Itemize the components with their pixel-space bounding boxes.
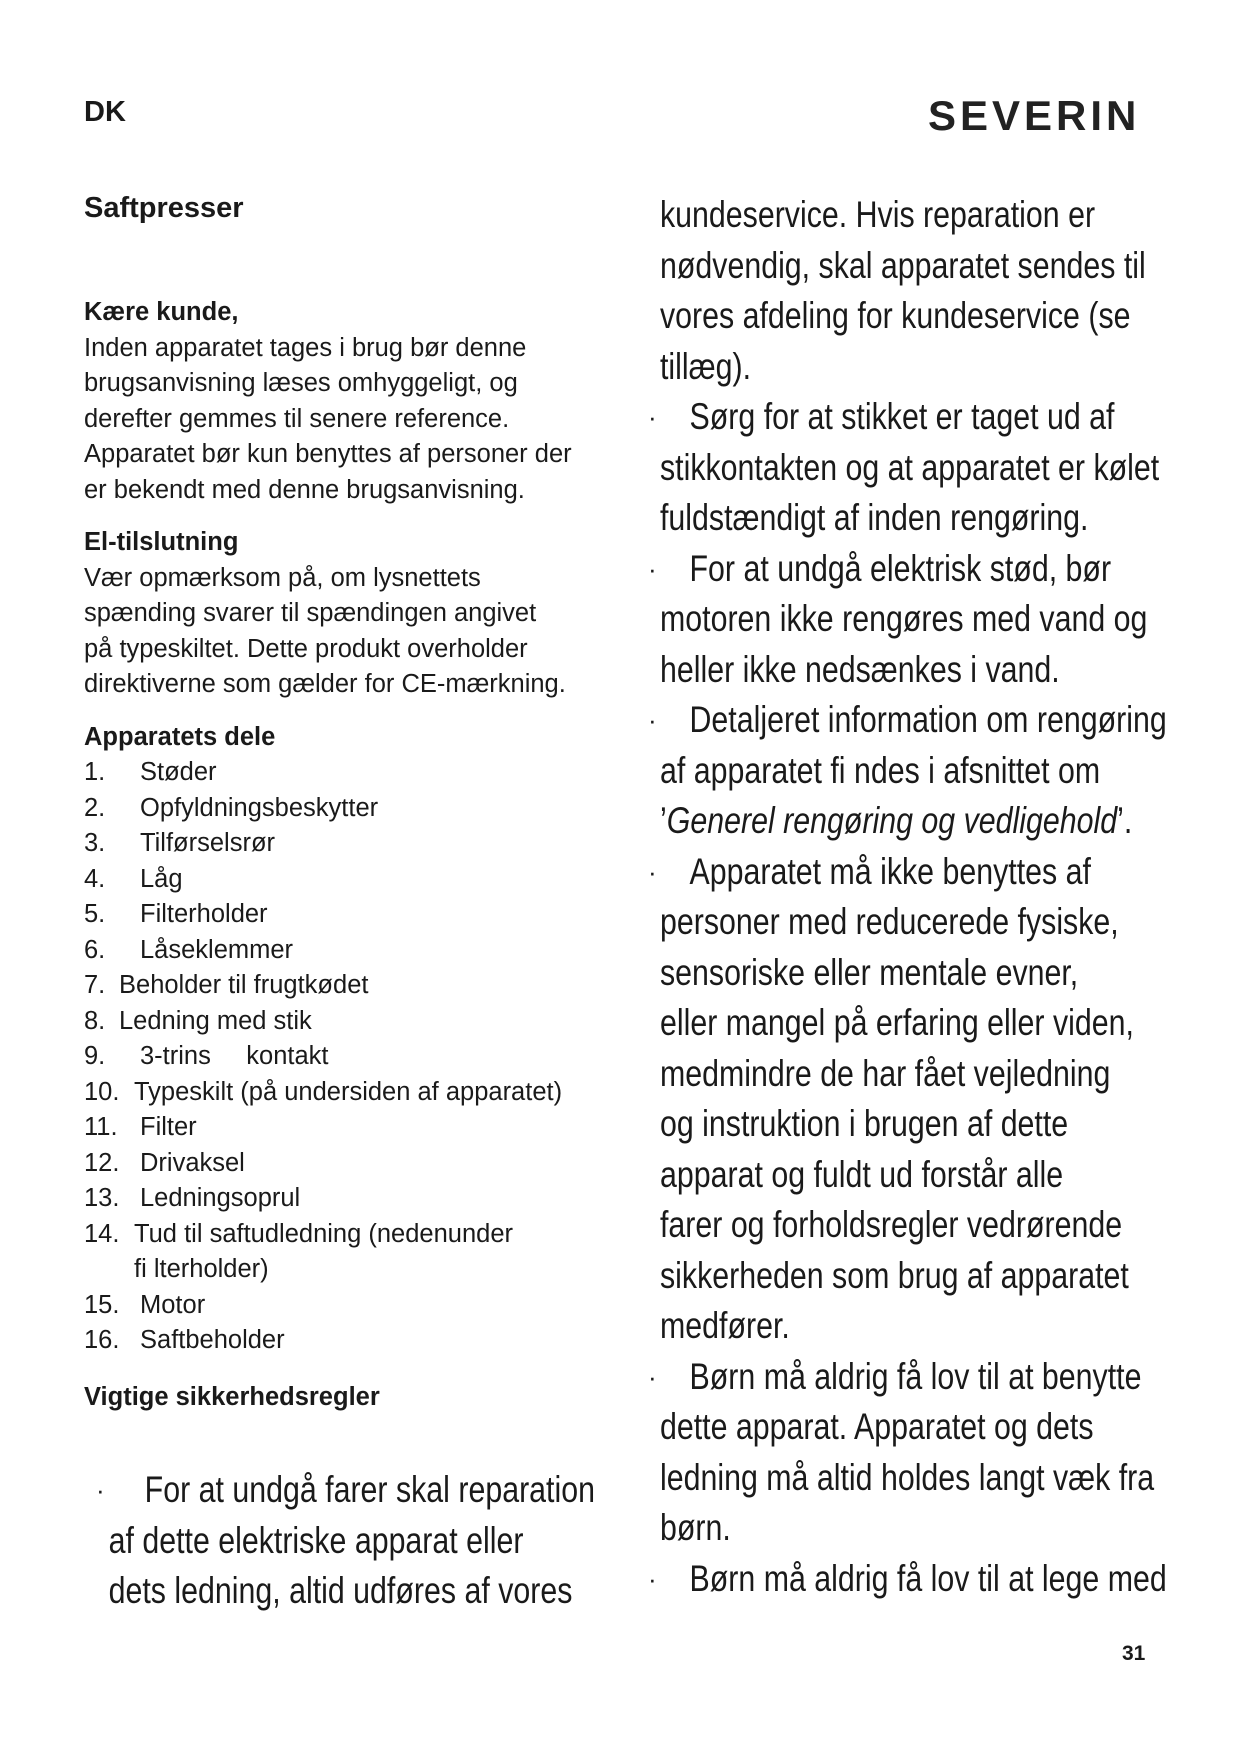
parts-heading: Apparatets dele: [84, 722, 276, 751]
intro-text: Inden apparatet tages i brug bør denne brugsanvisning læses omhyggeligt, og derefter gemmes til senere reference. Apparatet bør kun benyttes af personer der er bekendt med denne brugsanvisning.: [84, 333, 572, 504]
bullet-text: Børn må aldrig få lov til at benytte dette apparat. Apparatet og dets ledning må altid holdes langt væk fra børn.: [660, 1355, 1155, 1548]
brand-logo: SEVERIN: [928, 92, 1141, 139]
list-item: 10. Typeskilt (på undersiden af apparatet): [84, 1077, 563, 1106]
list-item: 5. Filterholder: [84, 900, 268, 928]
bullet-icon: ·: [648, 402, 657, 432]
list-item: 9. 3-trins kontakt: [84, 1042, 329, 1070]
bullet-icon: ·: [648, 1361, 657, 1392]
bullet-icon: ·: [96, 1475, 105, 1505]
bullet-text: Apparatet må ikke benyttes af personer med reducerede fysiske, sensoriske eller mentale evner, eller mangel på erfaring eller viden, medmindre de har fået vejledning og instruktion i brugen af dette apparat og fuldt ud forstår alle farer og forholdsregler vedrørende sikkerheden som brug af apparatet medfører.: [660, 850, 1134, 1346]
electrical-text: Vær opmærksom på, om lysnettets spænding svarer til spændingen angivet på typeskiltet. Dette produkt overholder direktiverne som gælder for CE-mærkning.: [84, 563, 566, 698]
section-reference: Generel rengøring og vedligehold: [666, 800, 1118, 841]
list-item: [648, 847, 1241, 1352]
list-item: 15. Motor: [84, 1290, 206, 1319]
list-item: 13. Ledningsoprul: [84, 1184, 301, 1212]
list-item: 16. Saftbeholder: [84, 1326, 285, 1354]
list-item: [648, 1554, 1241, 1605]
bullet-text: Detaljeret information om rengøring af apparatet fi ndes i afsnittet om ’Generel rengøring og vedligehold’.: [660, 699, 1167, 841]
bullet-text: For at undgå farer skal reparation af dette elektriske apparat eller dets ledning, altid udføres af vores: [108, 1469, 595, 1611]
list-item: 3. Tilførselsrør: [84, 829, 276, 857]
right-column: [648, 190, 1241, 1604]
list-item: 14. Tud til saftudledning (nedenunder fi lterholder): [84, 1219, 513, 1283]
bullet-icon: ·: [648, 705, 657, 735]
bullet-text: Sørg for at stikket er taget ud af stikkontakten og at apparatet er kølet fuldstændigt af inden rengøring.: [660, 396, 1160, 538]
bullet-text: For at undgå elektrisk stød, bør motoren ikke rengøres med vand og heller ikke nedsænkes i vand.: [660, 547, 1148, 690]
list-item: 1. Støder: [84, 758, 217, 786]
list-item: [648, 544, 1241, 696]
intro-heading: Kære kunde,: [84, 298, 239, 326]
list-item: 7. Beholder til frugtkødet: [84, 971, 369, 999]
left-column: [84, 295, 644, 1415]
language-code: DK: [84, 96, 126, 128]
safety-heading: Vigtige sikkerhedsregler: [84, 1382, 380, 1411]
bullet-continuation: kundeservice. Hvis reparation er nødvendig, skal apparatet sendes til vores afdeling for kundeservice (se tillæg).: [660, 194, 1146, 387]
list-item: [648, 695, 1241, 847]
bullet-icon: ·: [648, 856, 657, 887]
list-item: 8. Ledning med stik: [84, 1006, 312, 1035]
electrical-heading: El-tilslutning: [84, 528, 239, 556]
bullet-icon: ·: [648, 1563, 657, 1594]
page-number: 31: [1122, 1642, 1146, 1665]
list-item: 12. Drivaksel: [84, 1148, 245, 1177]
list-item: [648, 392, 1241, 544]
list-item: [648, 1352, 1241, 1554]
list-item: 4. Låg: [84, 864, 183, 893]
list-item: 6. Låseklemmer: [84, 935, 294, 964]
list-item: 2. Opfyldningsbeskytter: [84, 793, 379, 822]
bullet-text: Børn må aldrig få lov til at lege med: [689, 1557, 1167, 1599]
page-title: Saftpresser: [84, 192, 244, 224]
parts-list: [84, 755, 644, 1359]
bullet-icon: ·: [648, 553, 657, 584]
list-item: 11. Filter: [84, 1113, 197, 1141]
